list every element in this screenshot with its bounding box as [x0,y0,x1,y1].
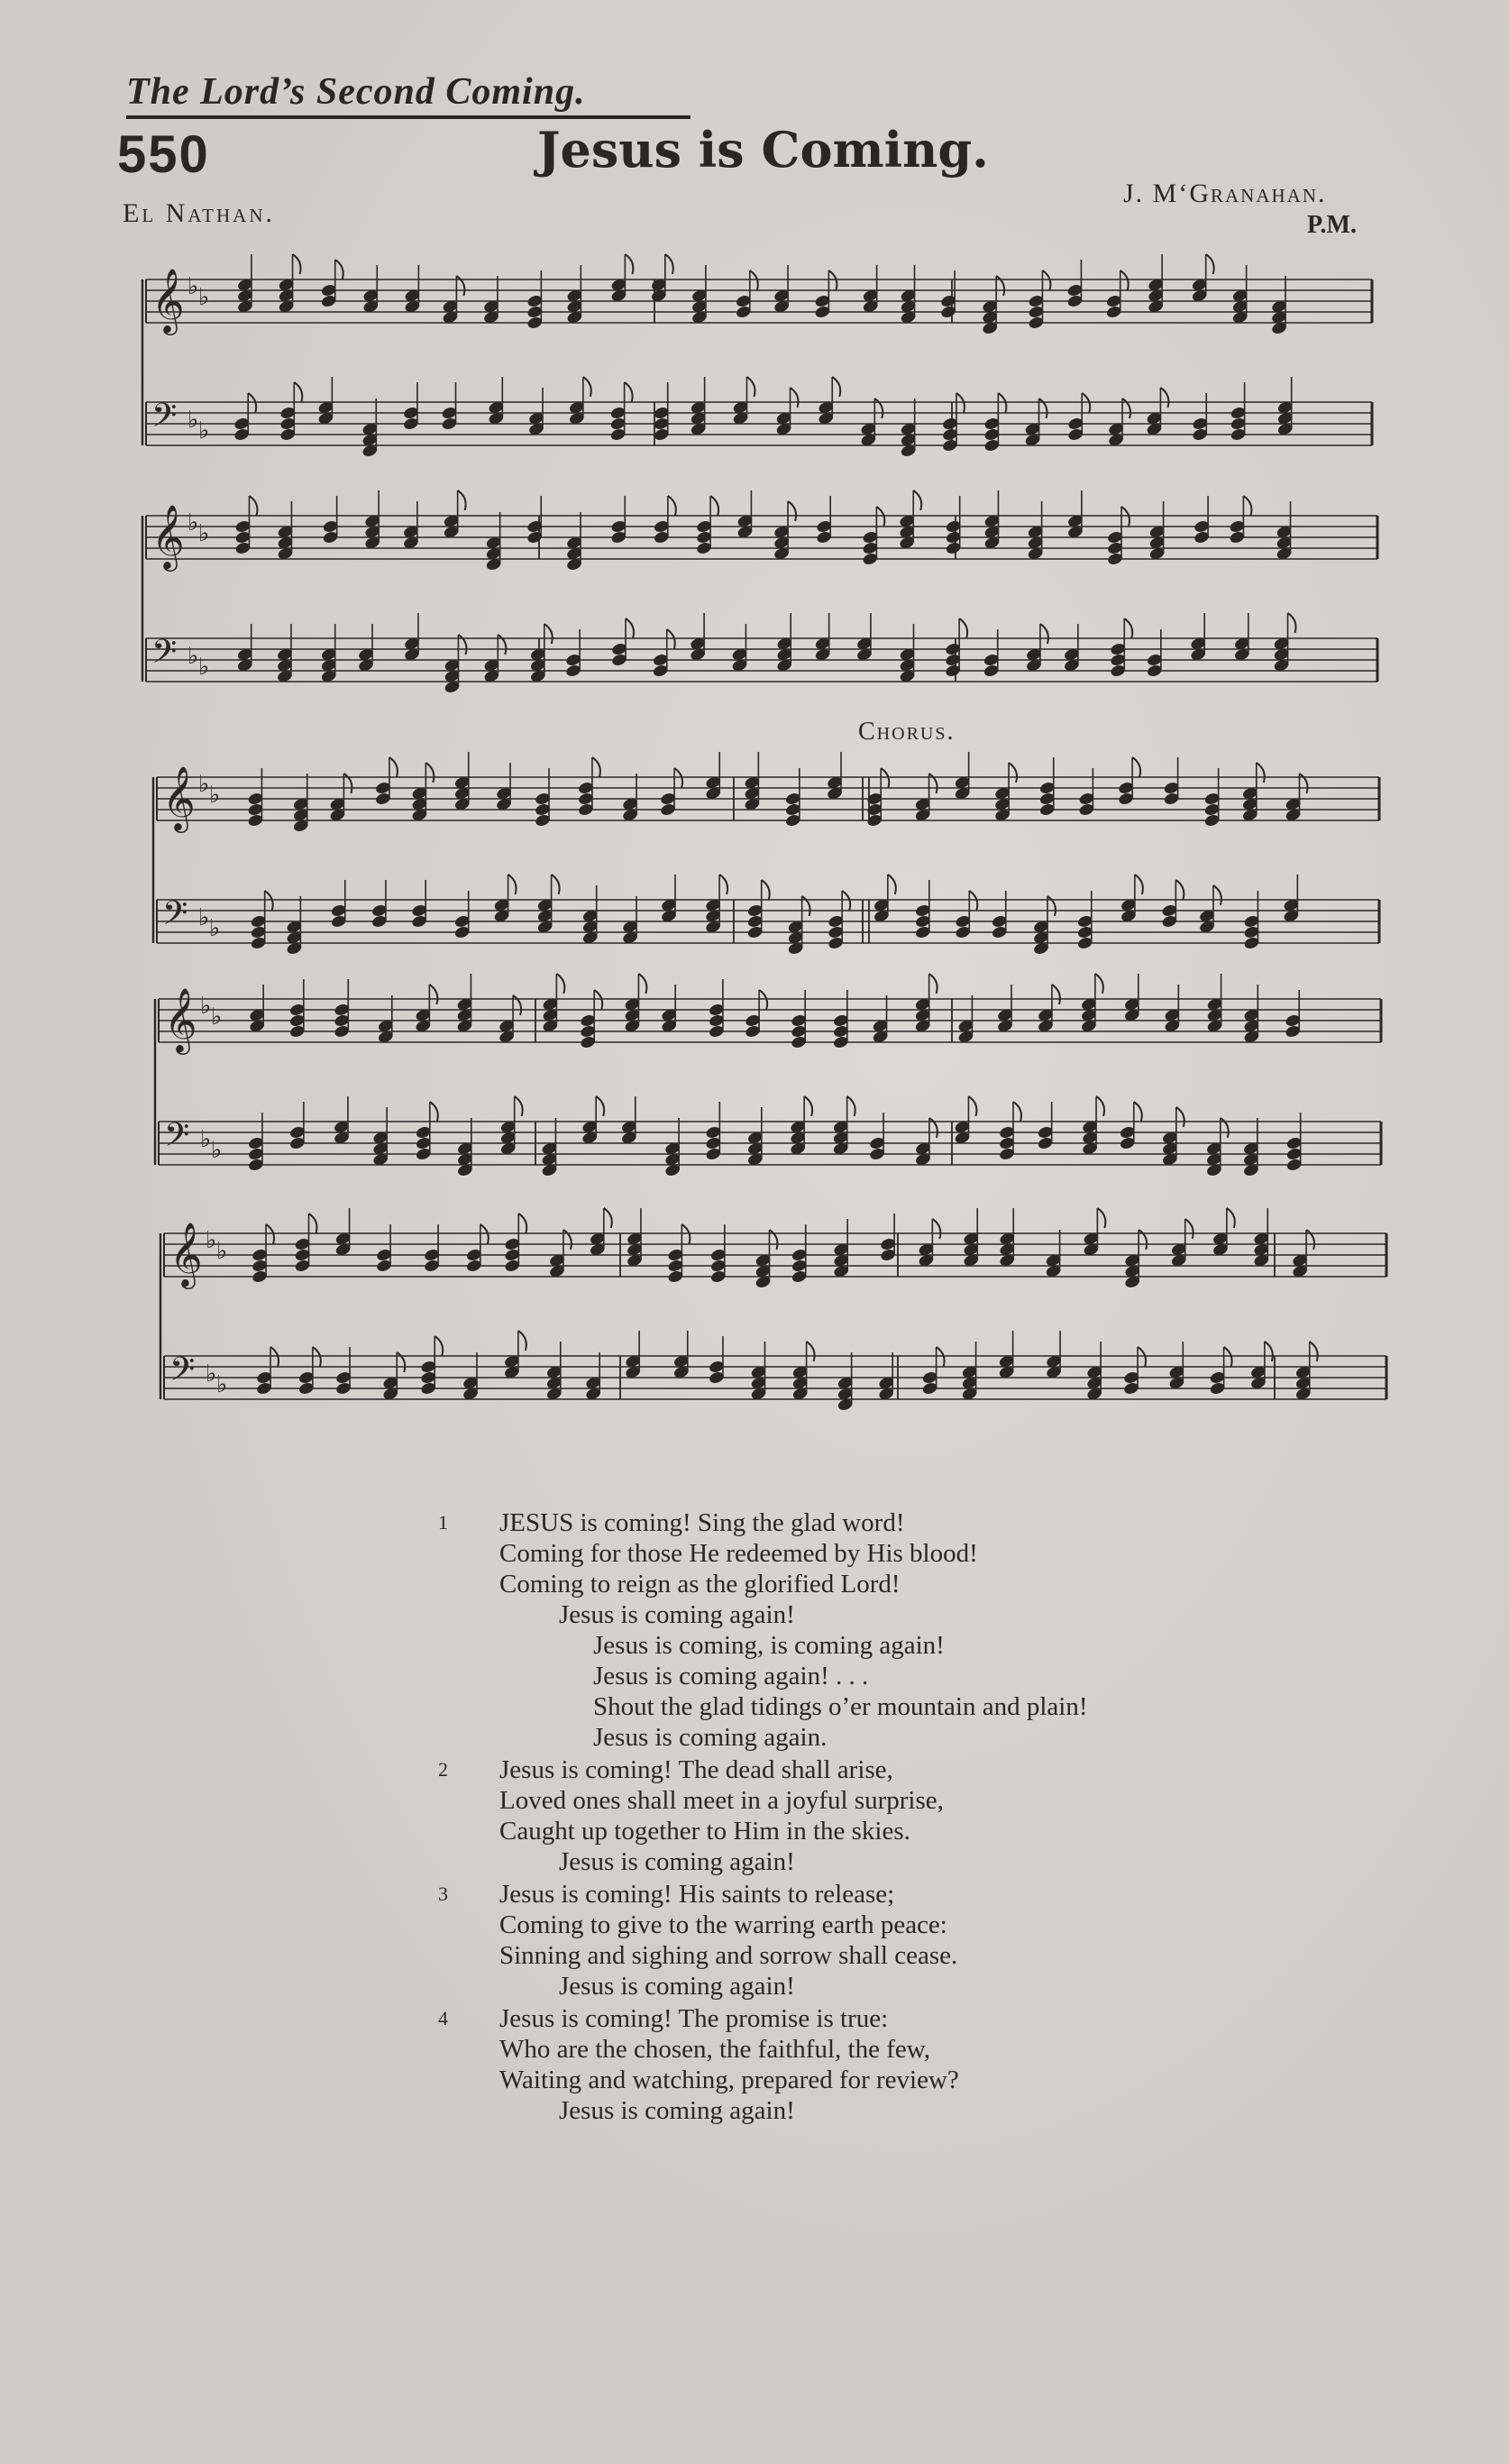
note-flag [791,388,799,408]
note-flag [804,1096,812,1116]
note-flag [788,501,796,521]
note-flag [248,393,256,413]
note-flag [968,1096,976,1116]
note-flag [1138,1347,1146,1367]
verse-2 [438,1754,1088,1877]
note-flag [665,254,673,274]
note-flag [1040,624,1048,644]
note-flag [1175,880,1184,900]
note-flag [1052,985,1060,1004]
flat-sign-icon: ♭ [209,915,221,942]
note-flag [1124,618,1132,638]
note-flag [1082,393,1090,413]
flat-sign-icon: ♭ [209,782,221,809]
verse-number: 3 [438,1882,448,1905]
verse-line: Who are the chosen, the faithful, the few, [499,2035,931,2064]
flat-sign-icon: ♭ [216,1238,228,1265]
note-flag [1096,1096,1104,1116]
note-flag [1135,875,1143,894]
note-flag [294,382,302,402]
note-flag [1042,270,1050,290]
verse-line: 3 Jesus is coming! His saints to release; [438,1880,895,1909]
verse-line: Jesus is coming again! [559,1972,795,2001]
note-flag [313,1347,321,1367]
verse-line: Jesus is coming again! [559,1600,795,1629]
note-flag [293,254,301,274]
note-flag [596,1096,604,1116]
verse-line: 2 Jesus is coming! The dead shall arise, [438,1755,893,1784]
note-flag [1176,1107,1184,1127]
section-title: The Lord’s Second Coming. [126,71,586,113]
verse-line: Waiting and watching, prepared for review? [499,2066,959,2094]
flat-sign-icon: ♭ [206,1360,217,1388]
note-flag [888,875,896,894]
verse-line: Jesus is coming, is coming again! [593,1631,945,1660]
note-flag [480,1224,489,1244]
note-flag [518,1331,526,1351]
note-flag [937,1347,945,1367]
note-flag [552,875,560,894]
treble-clef-icon: 𝄞 [151,503,185,569]
note-flag [959,618,967,638]
verse-4 [438,2003,1088,2126]
note-flag [592,757,600,777]
verse-line: Caught up together to Him in the skies. [499,1817,910,1846]
note-flag [1132,757,1140,777]
flat-sign-icon: ♭ [187,643,199,670]
note-flag [265,891,273,911]
bass-clef-icon: 𝄢 [164,1116,190,1162]
note-flag [847,1096,855,1116]
verse-line: Jesus is coming again! [559,1847,795,1876]
note-flag [828,270,837,290]
note-flag [913,490,921,510]
note-flag [1095,974,1103,994]
note-flag [1310,1342,1318,1361]
note-flag [1160,388,1168,408]
verse-line: 4 Jesus is coming! The promise is true: [438,2004,889,2033]
author-credit: El Nathan. [123,198,275,228]
verse-line: 1 JESUS is coming! Sing the glad word! [438,1508,905,1537]
verse-line: Sinning and sighing and sorrow shall cease. [499,1941,958,1970]
note-flag [1227,1208,1235,1228]
note-flag [929,974,937,994]
flat-sign-icon: ♭ [198,904,210,931]
treble-clef-icon: 𝄞 [164,986,197,1052]
note-flag [458,490,466,510]
flat-sign-icon: ♭ [198,284,210,311]
chorus-label: Chorus. [858,718,956,746]
note-flag [626,618,634,638]
note-flag [750,270,758,290]
bass-clef-icon: 𝄢 [151,397,178,443]
note-flag [335,260,343,279]
note-flag [1213,885,1221,905]
flat-sign-icon: ♭ [187,509,199,536]
treble-clef-icon: 𝄞 [169,1221,203,1287]
note-flag [1120,270,1129,290]
note-flag [508,875,517,894]
flat-sign-icon: ♭ [216,1371,228,1398]
flat-sign-icon: ♭ [187,407,199,434]
note-flag [969,891,977,911]
note-flag [807,1342,815,1361]
note-flag [1288,613,1296,633]
note-flag [604,1208,612,1228]
note-flag [625,382,633,402]
note-flag [1185,1219,1193,1239]
note-flag [832,377,840,397]
note-flag [1097,1208,1105,1228]
verse-line: Coming to give to the warring earth peace: [499,1910,947,1939]
flat-sign-icon: ♭ [200,993,212,1020]
treble-clef-icon: 𝄞 [162,765,196,830]
bass-clef-icon: 𝄢 [162,894,188,940]
note-flag [1224,1347,1232,1367]
verse-number: 2 [438,1758,448,1781]
flat-sign-icon: ♭ [206,1227,217,1254]
hymn-title: Jesus is Coming. [537,121,989,179]
flat-sign-icon: ♭ [198,654,210,681]
bass-clef-icon: 𝄢 [169,1351,196,1397]
note-flag [638,974,646,994]
flat-sign-icon: ♭ [211,1137,223,1164]
verse-number: 1 [438,1511,448,1534]
note-flag [1121,507,1129,527]
flat-sign-icon: ♭ [187,273,199,300]
note-flag [266,1224,274,1244]
verse-3 [438,1879,1088,2001]
verse-line: Coming to reign as the glorified Lord! [499,1570,901,1598]
note-flag [719,875,727,894]
note-flag [1134,1102,1142,1122]
note-flag [998,393,1006,413]
note-flag [881,768,889,788]
verse-line: Jesus is coming again. [593,1723,828,1752]
note-flag [430,1102,438,1122]
verse-line: Coming for those He redeemed by His blood! [499,1539,978,1568]
note-flag [710,496,718,516]
note-flag [762,880,770,900]
note-flag [434,1336,443,1356]
note-flag [309,1214,317,1233]
meter-mark: P.M. [1307,211,1357,239]
lyrics [438,1507,1088,2126]
note-flag [270,1347,279,1367]
flat-sign-icon: ♭ [198,520,210,547]
flat-sign-icon: ♭ [211,1003,223,1030]
note-flag [1009,763,1017,783]
note-flag [746,377,754,397]
note-flag [544,624,553,644]
verse-number: 4 [438,2007,448,2029]
note-flag [1013,1102,1021,1122]
note-flag [1265,1342,1273,1361]
verse-line: Jesus is coming again! [559,2096,795,2125]
verse-line: Shout the glad tidings o’er mountain and plain! [593,1692,1088,1721]
note-flag [668,496,676,516]
note-flag [594,990,602,1010]
note-flag [249,496,257,516]
note-flag [425,763,434,783]
flat-sign-icon: ♭ [198,417,210,444]
note-flag [932,1219,940,1239]
note-flag [389,757,398,777]
note-flag [1257,763,1265,783]
note-flag [515,1096,523,1116]
verse-line: Loved ones shall meet in a joyful surprise, [499,1786,944,1815]
note-flag [556,974,564,994]
note-flag [674,768,682,788]
note-flag [1243,496,1251,516]
note-flag [876,507,884,527]
note-flag [429,985,437,1004]
note-flag [583,377,591,397]
composer-credit: J. M‘Granahan. [1123,179,1327,208]
treble-clef-icon: 𝄞 [151,267,185,333]
note-flag [842,891,850,911]
note-flag [667,629,675,649]
note-flag [518,1214,526,1233]
note-flag [759,990,767,1010]
note-flag [625,254,633,274]
flat-sign-icon: ♭ [200,1126,212,1153]
note-flag [681,1224,690,1244]
note-flag [956,393,965,413]
flat-sign-icon: ♭ [198,771,210,798]
note-flag [1206,254,1214,274]
verse-1 [438,1507,1088,1753]
verse-line: Jesus is coming again! . . . [593,1662,869,1690]
bass-clef-icon: 𝄢 [151,633,178,679]
hymn-number: 550 [117,125,210,184]
